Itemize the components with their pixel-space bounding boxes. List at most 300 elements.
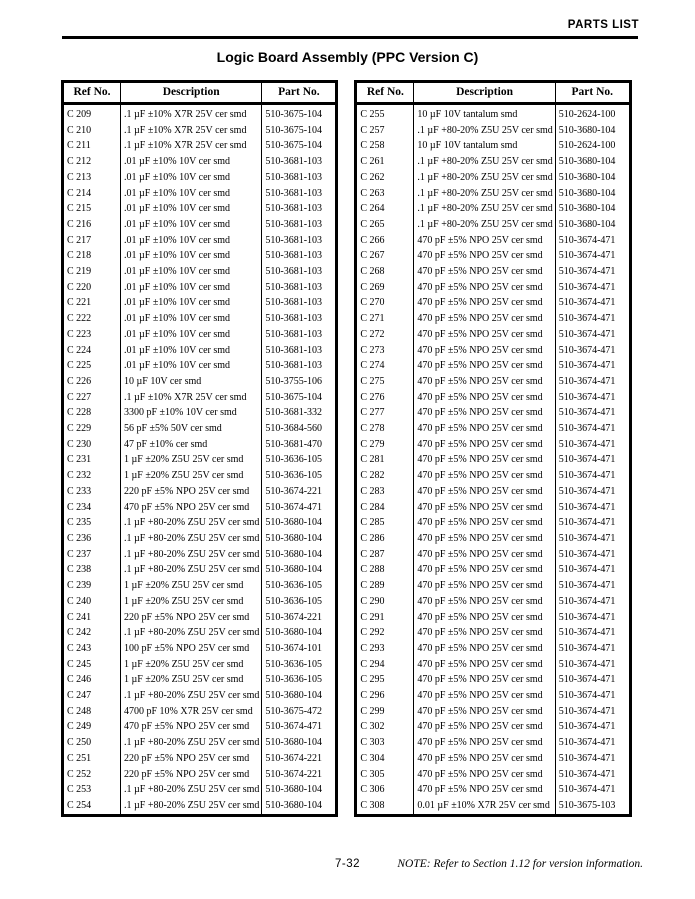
parts-table-left xyxy=(61,80,338,817)
table-header-row xyxy=(63,82,337,104)
table-row xyxy=(356,217,630,233)
ref-no-cell: C 291 xyxy=(360,611,385,623)
ref-no-cell: C 231 xyxy=(67,454,92,466)
part-no-cell: 510-3674-471 xyxy=(555,578,630,594)
ref-no-cell: C 217 xyxy=(67,234,92,246)
description-cell: 470 pF ±5% NPO 25V cer smd xyxy=(414,468,555,484)
description-cell: 470 pF ±5% NPO 25V cer smd xyxy=(414,751,555,767)
description-cell: .01 µF ±10% 10V cer smd xyxy=(121,201,262,217)
ref-no-cell: C 282 xyxy=(360,470,385,482)
description-cell: 470 pF ±5% NPO 25V cer smd xyxy=(414,782,555,798)
part-no-cell: 510-3680-104 xyxy=(555,170,630,186)
description-cell: 470 pF ±5% NPO 25V cer smd xyxy=(414,578,555,594)
table-row xyxy=(356,672,630,688)
page-title: Logic Board Assembly (PPC Version C) xyxy=(216,49,479,65)
table-row xyxy=(356,515,630,531)
table-row xyxy=(63,327,337,343)
ref-no-cell: C 305 xyxy=(360,768,385,780)
table-row xyxy=(63,295,337,311)
ref-no-cell: C 211 xyxy=(67,140,91,152)
description-cell: 470 pF ±5% NPO 25V cer smd xyxy=(414,248,555,264)
table-row xyxy=(356,531,630,547)
ref-no-cell: C 222 xyxy=(67,313,92,325)
part-no-cell: 510-3675-104 xyxy=(262,390,337,406)
table-row xyxy=(356,138,630,154)
ref-no-cell: C 276 xyxy=(360,391,385,403)
footer-note: NOTE: Refer to Section 1.12 for version information. xyxy=(397,858,643,870)
ref-no-cell: C 233 xyxy=(67,485,92,497)
description-cell: 4700 pF 10% X7R 25V cer smd xyxy=(121,704,262,720)
ref-no-cell: C 235 xyxy=(67,517,92,529)
part-no-cell: 510-3680-104 xyxy=(262,798,337,815)
part-no-cell: 510-3674-471 xyxy=(555,751,630,767)
description-cell: 470 pF ±5% NPO 25V cer smd xyxy=(414,437,555,453)
description-cell: 10 µF 10V tantalum smd xyxy=(414,138,555,154)
description-cell: .01 µF ±10% 10V cer smd xyxy=(121,264,262,280)
part-no-cell: 510-3674-471 xyxy=(555,641,630,657)
ref-no-cell: C 264 xyxy=(360,203,385,215)
ref-no-cell: C 281 xyxy=(360,454,385,466)
description-cell: .1 µF ±10% X7R 25V cer smd xyxy=(121,138,262,154)
ref-no-cell: C 308 xyxy=(360,799,385,811)
description-cell: 470 pF ±5% NPO 25V cer smd xyxy=(414,358,555,374)
table-row xyxy=(63,735,337,751)
ref-no-cell: C 283 xyxy=(360,485,385,497)
description-cell: 470 pF ±5% NPO 25V cer smd xyxy=(414,484,555,500)
description-cell: 47 pF ±10% cer smd xyxy=(121,437,262,453)
part-no-cell: 510-3680-104 xyxy=(555,123,630,139)
description-cell: .1 µF +80-20% Z5U 25V cer smd xyxy=(414,154,555,170)
description-cell: .1 µF +80-20% Z5U 25V cer smd xyxy=(121,735,262,751)
table-row xyxy=(63,767,337,783)
tables-container xyxy=(61,80,632,817)
ref-no-cell: C 272 xyxy=(360,328,385,340)
ref-no-cell: C 294 xyxy=(360,658,385,670)
description-cell: 470 pF ±5% NPO 25V cer smd xyxy=(414,735,555,751)
ref-no-cell: C 292 xyxy=(360,627,385,639)
header-rule xyxy=(62,36,638,39)
ref-no-cell: C 253 xyxy=(67,784,92,796)
description-cell: 470 pF ±5% NPO 25V cer smd xyxy=(414,515,555,531)
column-header-part-no: Part No. xyxy=(555,82,630,104)
ref-no-cell: C 285 xyxy=(360,517,385,529)
ref-no-cell: C 225 xyxy=(67,360,92,372)
ref-no-cell: C 216 xyxy=(67,218,92,230)
description-cell: .01 µF ±10% 10V cer smd xyxy=(121,295,262,311)
ref-no-cell: C 299 xyxy=(360,705,385,717)
table-row xyxy=(356,657,630,673)
part-no-cell: 510-3674-471 xyxy=(555,233,630,249)
ref-no-cell: C 252 xyxy=(67,768,92,780)
ref-no-cell: C 254 xyxy=(67,799,92,811)
ref-no-cell: C 232 xyxy=(67,470,92,482)
table-row xyxy=(356,233,630,249)
table-row xyxy=(63,421,337,437)
description-cell: 1 µF ±20% Z5U 25V cer smd xyxy=(121,452,262,468)
description-cell: .1 µF +80-20% Z5U 25V cer smd xyxy=(414,217,555,233)
description-cell: 10 µF 10V tantalum smd xyxy=(414,104,555,123)
ref-no-cell: C 238 xyxy=(67,564,92,576)
table-row xyxy=(63,154,337,170)
description-cell: 220 pF ±5% NPO 25V cer smd xyxy=(121,767,262,783)
part-no-cell: 510-2624-100 xyxy=(555,104,630,123)
ref-no-cell: C 221 xyxy=(67,297,92,309)
table-row xyxy=(63,343,337,359)
table-row xyxy=(356,735,630,751)
part-no-cell: 510-3681-103 xyxy=(262,295,337,311)
table-row xyxy=(356,641,630,657)
part-no-cell: 510-3674-471 xyxy=(555,468,630,484)
ref-no-cell: C 261 xyxy=(360,156,385,168)
table-row xyxy=(63,657,337,673)
column-header-part-no: Part No. xyxy=(262,82,337,104)
ref-no-cell: C 248 xyxy=(67,705,92,717)
description-cell: .1 µF ±10% X7R 25V cer smd xyxy=(121,390,262,406)
part-no-cell: 510-3674-221 xyxy=(262,767,337,783)
part-no-cell: 510-3674-471 xyxy=(262,719,337,735)
description-cell: 220 pF ±5% NPO 25V cer smd xyxy=(121,484,262,500)
table-row xyxy=(356,264,630,280)
part-no-cell: 510-3674-471 xyxy=(555,688,630,704)
part-no-cell: 510-3681-103 xyxy=(262,327,337,343)
part-no-cell: 510-3681-103 xyxy=(262,264,337,280)
description-cell: 470 pF ±5% NPO 25V cer smd xyxy=(414,327,555,343)
table-row xyxy=(63,264,337,280)
part-no-cell: 510-3674-471 xyxy=(555,264,630,280)
description-cell: 470 pF ±5% NPO 25V cer smd xyxy=(414,688,555,704)
description-cell: 470 pF ±5% NPO 25V cer smd xyxy=(414,264,555,280)
part-no-cell: 510-3675-472 xyxy=(262,704,337,720)
table-row xyxy=(356,154,630,170)
part-no-cell: 510-3675-104 xyxy=(262,104,337,123)
part-no-cell: 510-3674-471 xyxy=(555,782,630,798)
description-cell: .1 µF +80-20% Z5U 25V cer smd xyxy=(414,123,555,139)
table-row xyxy=(356,327,630,343)
table-row xyxy=(63,405,337,421)
part-no-cell: 510-3681-103 xyxy=(262,154,337,170)
table-row xyxy=(63,562,337,578)
description-cell: 1 µF ±20% Z5U 25V cer smd xyxy=(121,468,262,484)
ref-no-cell: C 303 xyxy=(360,737,385,749)
part-no-cell: 510-3674-471 xyxy=(555,452,630,468)
description-cell: 220 pF ±5% NPO 25V cer smd xyxy=(121,610,262,626)
ref-no-cell: C 258 xyxy=(360,140,385,152)
part-no-cell: 510-3674-471 xyxy=(555,610,630,626)
ref-no-cell: C 270 xyxy=(360,297,385,309)
table-row xyxy=(63,138,337,154)
part-no-cell: 510-3674-471 xyxy=(555,515,630,531)
ref-no-cell: C 262 xyxy=(360,171,385,183)
part-no-cell: 510-3674-221 xyxy=(262,484,337,500)
part-no-cell: 510-3680-104 xyxy=(262,547,337,563)
ref-no-cell: C 249 xyxy=(67,721,92,733)
ref-no-cell: C 288 xyxy=(360,564,385,576)
ref-no-cell: C 241 xyxy=(67,611,92,623)
ref-no-cell: C 242 xyxy=(67,627,92,639)
table-row xyxy=(63,358,337,374)
description-cell: .1 µF +80-20% Z5U 25V cer smd xyxy=(414,186,555,202)
column-header-ref-no: Ref No. xyxy=(63,82,121,104)
description-cell: .01 µF ±10% 10V cer smd xyxy=(121,327,262,343)
part-no-cell: 510-3674-471 xyxy=(555,421,630,437)
description-cell: 3300 pF ±10% 10V cer smd xyxy=(121,405,262,421)
part-no-cell: 510-3681-103 xyxy=(262,311,337,327)
part-no-cell: 510-3674-471 xyxy=(555,484,630,500)
ref-no-cell: C 286 xyxy=(360,532,385,544)
ref-no-cell: C 277 xyxy=(360,407,385,419)
description-cell: 470 pF ±5% NPO 25V cer smd xyxy=(414,343,555,359)
part-no-cell: 510-3674-471 xyxy=(555,405,630,421)
table-row xyxy=(356,751,630,767)
table-row xyxy=(63,186,337,202)
ref-no-cell: C 213 xyxy=(67,171,92,183)
table-row xyxy=(63,123,337,139)
ref-no-cell: C 255 xyxy=(360,109,385,120)
description-cell: 470 pF ±5% NPO 25V cer smd xyxy=(414,547,555,563)
table-row xyxy=(63,104,337,123)
table-row xyxy=(63,170,337,186)
description-cell: 470 pF ±5% NPO 25V cer smd xyxy=(414,625,555,641)
part-no-cell: 510-3674-471 xyxy=(555,280,630,296)
table-row xyxy=(356,186,630,202)
table-row xyxy=(356,248,630,264)
table-row xyxy=(356,798,630,815)
ref-no-cell: C 263 xyxy=(360,187,385,199)
description-cell: 1 µF ±20% Z5U 25V cer smd xyxy=(121,578,262,594)
part-no-cell: 510-3674-471 xyxy=(555,311,630,327)
ref-no-cell: C 267 xyxy=(360,250,385,262)
table-row xyxy=(63,594,337,610)
ref-no-cell: C 257 xyxy=(360,124,385,136)
description-cell: 470 pF ±5% NPO 25V cer smd xyxy=(414,500,555,516)
table-row xyxy=(63,452,337,468)
ref-no-cell: C 251 xyxy=(67,752,92,764)
table-row xyxy=(356,390,630,406)
part-no-cell: 510-3674-471 xyxy=(555,390,630,406)
ref-no-cell: C 284 xyxy=(360,501,385,513)
part-no-cell: 510-3674-471 xyxy=(262,500,337,516)
ref-no-cell: C 266 xyxy=(360,234,385,246)
part-no-cell: 510-3674-471 xyxy=(555,547,630,563)
ref-no-cell: C 240 xyxy=(67,595,92,607)
table-row xyxy=(356,782,630,798)
page-number: 7-32 xyxy=(334,858,361,870)
part-no-cell: 510-3674-471 xyxy=(555,500,630,516)
part-no-cell: 510-3674-471 xyxy=(555,672,630,688)
ref-no-cell: C 234 xyxy=(67,501,92,513)
description-cell: 470 pF ±5% NPO 25V cer smd xyxy=(414,295,555,311)
part-no-cell: 510-3636-105 xyxy=(262,594,337,610)
description-cell: 470 pF ±5% NPO 25V cer smd xyxy=(414,672,555,688)
description-cell: .1 µF +80-20% Z5U 25V cer smd xyxy=(414,170,555,186)
table-row xyxy=(63,201,337,217)
table-row xyxy=(356,295,630,311)
description-cell: 470 pF ±5% NPO 25V cer smd xyxy=(414,594,555,610)
part-no-cell: 510-3675-104 xyxy=(262,123,337,139)
part-no-cell: 510-3674-471 xyxy=(555,531,630,547)
part-no-cell: 510-3681-470 xyxy=(262,437,337,453)
parts-table-right-body xyxy=(356,104,630,816)
ref-no-cell: C 302 xyxy=(360,721,385,733)
table-row xyxy=(356,421,630,437)
table-row xyxy=(356,374,630,390)
description-cell: 0.01 µF ±10% X7R 25V cer smd xyxy=(414,798,555,815)
description-cell: 100 pF ±5% NPO 25V cer smd xyxy=(121,641,262,657)
ref-no-cell: C 271 xyxy=(360,313,385,325)
ref-no-cell: C 210 xyxy=(67,124,92,136)
description-cell: .1 µF +80-20% Z5U 25V cer smd xyxy=(121,515,262,531)
ref-no-cell: C 250 xyxy=(67,737,92,749)
table-row xyxy=(356,704,630,720)
description-cell: 1 µF ±20% Z5U 25V cer smd xyxy=(121,594,262,610)
table-row xyxy=(356,594,630,610)
table-row xyxy=(356,452,630,468)
column-header-ref-no: Ref No. xyxy=(356,82,414,104)
ref-no-cell: C 224 xyxy=(67,344,92,356)
description-cell: .01 µF ±10% 10V cer smd xyxy=(121,280,262,296)
ref-no-cell: C 306 xyxy=(360,784,385,796)
description-cell: .01 µF ±10% 10V cer smd xyxy=(121,217,262,233)
description-cell: 220 pF ±5% NPO 25V cer smd xyxy=(121,751,262,767)
part-no-cell: 510-3681-103 xyxy=(262,358,337,374)
part-no-cell: 510-3675-104 xyxy=(262,138,337,154)
table-row xyxy=(63,515,337,531)
part-no-cell: 510-3681-103 xyxy=(262,201,337,217)
table-row xyxy=(63,233,337,249)
description-cell: 470 pF ±5% NPO 25V cer smd xyxy=(414,452,555,468)
table-row xyxy=(63,217,337,233)
table-row xyxy=(356,343,630,359)
table-row xyxy=(63,719,337,735)
part-no-cell: 510-3674-471 xyxy=(555,704,630,720)
table-row xyxy=(356,767,630,783)
ref-no-cell: C 239 xyxy=(67,580,92,592)
part-no-cell: 510-3674-221 xyxy=(262,610,337,626)
part-no-cell: 510-3680-104 xyxy=(555,201,630,217)
description-cell: .01 µF ±10% 10V cer smd xyxy=(121,170,262,186)
table-row xyxy=(356,358,630,374)
description-cell: 10 µF 10V cer smd xyxy=(121,374,262,390)
table-row xyxy=(63,798,337,815)
part-no-cell: 510-3674-471 xyxy=(555,562,630,578)
table-row xyxy=(356,311,630,327)
table-row xyxy=(356,719,630,735)
description-cell: .01 µF ±10% 10V cer smd xyxy=(121,358,262,374)
ref-no-cell: C 223 xyxy=(67,328,92,340)
part-no-cell: 510-3674-471 xyxy=(555,358,630,374)
ref-no-cell: C 230 xyxy=(67,438,92,450)
table-row xyxy=(63,311,337,327)
part-no-cell: 510-3674-471 xyxy=(555,767,630,783)
description-cell: 1 µF ±20% Z5U 25V cer smd xyxy=(121,657,262,673)
table-row xyxy=(63,782,337,798)
table-row xyxy=(356,484,630,500)
part-no-cell: 510-3636-105 xyxy=(262,578,337,594)
description-cell: 470 pF ±5% NPO 25V cer smd xyxy=(414,704,555,720)
table-row xyxy=(63,374,337,390)
description-cell: 470 pF ±5% NPO 25V cer smd xyxy=(414,311,555,327)
part-no-cell: 510-3636-105 xyxy=(262,657,337,673)
part-no-cell: 510-3674-471 xyxy=(555,295,630,311)
ref-no-cell: C 265 xyxy=(360,218,385,230)
part-no-cell: 510-2624-100 xyxy=(555,138,630,154)
part-no-cell: 510-3680-104 xyxy=(262,531,337,547)
description-cell: .1 µF +80-20% Z5U 25V cer smd xyxy=(121,688,262,704)
description-cell: 470 pF ±5% NPO 25V cer smd xyxy=(414,657,555,673)
description-cell: .01 µF ±10% 10V cer smd xyxy=(121,154,262,170)
ref-no-cell: C 236 xyxy=(67,532,92,544)
table-row xyxy=(63,531,337,547)
part-no-cell: 510-3674-471 xyxy=(555,374,630,390)
description-cell: 56 pF ±5% 50V cer smd xyxy=(121,421,262,437)
description-cell: 470 pF ±5% NPO 25V cer smd xyxy=(414,280,555,296)
table-row xyxy=(63,641,337,657)
part-no-cell: 510-3674-471 xyxy=(555,657,630,673)
ref-no-cell: C 296 xyxy=(360,690,385,702)
description-cell: 470 pF ±5% NPO 25V cer smd xyxy=(414,610,555,626)
part-no-cell: 510-3681-103 xyxy=(262,186,337,202)
description-cell: .1 µF +80-20% Z5U 25V cer smd xyxy=(121,782,262,798)
description-cell: 470 pF ±5% NPO 25V cer smd xyxy=(414,390,555,406)
table-row xyxy=(356,547,630,563)
parts-table-right xyxy=(354,80,631,817)
part-no-cell: 510-3636-105 xyxy=(262,672,337,688)
part-no-cell: 510-3674-471 xyxy=(555,327,630,343)
description-cell: 470 pF ±5% NPO 25V cer smd xyxy=(414,641,555,657)
ref-no-cell: C 279 xyxy=(360,438,385,450)
table-row xyxy=(63,484,337,500)
ref-no-cell: C 246 xyxy=(67,674,92,686)
part-no-cell: 510-3680-104 xyxy=(262,782,337,798)
ref-no-cell: C 289 xyxy=(360,580,385,592)
ref-no-cell: C 220 xyxy=(67,281,92,293)
table-row xyxy=(356,104,630,123)
part-no-cell: 510-3680-104 xyxy=(555,186,630,202)
ref-no-cell: C 304 xyxy=(360,752,385,764)
part-no-cell: 510-3684-560 xyxy=(262,421,337,437)
part-no-cell: 510-3674-471 xyxy=(555,735,630,751)
header-label: PARTS LIST xyxy=(567,19,639,31)
description-cell: 470 pF ±5% NPO 25V cer smd xyxy=(414,719,555,735)
description-cell: .1 µF +80-20% Z5U 25V cer smd xyxy=(121,547,262,563)
part-no-cell: 510-3636-105 xyxy=(262,468,337,484)
part-no-cell: 510-3681-103 xyxy=(262,170,337,186)
description-cell: .1 µF ±10% X7R 25V cer smd xyxy=(121,123,262,139)
description-cell: .1 µF +80-20% Z5U 25V cer smd xyxy=(121,625,262,641)
part-no-cell: 510-3675-103 xyxy=(555,798,630,815)
part-no-cell: 510-3755-106 xyxy=(262,374,337,390)
table-row xyxy=(356,437,630,453)
ref-no-cell: C 215 xyxy=(67,203,92,215)
part-no-cell: 510-3674-471 xyxy=(555,248,630,264)
table-row xyxy=(356,688,630,704)
description-cell: .1 µF +80-20% Z5U 25V cer smd xyxy=(121,798,262,815)
ref-no-cell: C 274 xyxy=(360,360,385,372)
description-cell: 470 pF ±5% NPO 25V cer smd xyxy=(414,767,555,783)
ref-no-cell: C 287 xyxy=(360,548,385,560)
table-row xyxy=(63,468,337,484)
table-row xyxy=(63,672,337,688)
part-no-cell: 510-3680-104 xyxy=(555,217,630,233)
description-cell: .1 µF +80-20% Z5U 25V cer smd xyxy=(121,531,262,547)
description-cell: .1 µF +80-20% Z5U 25V cer smd xyxy=(121,562,262,578)
table-row xyxy=(63,280,337,296)
ref-no-cell: C 275 xyxy=(360,375,385,387)
ref-no-cell: C 247 xyxy=(67,690,92,702)
column-header-description: Description xyxy=(414,82,555,104)
ref-no-cell: C 212 xyxy=(67,156,92,168)
table-row xyxy=(63,248,337,264)
